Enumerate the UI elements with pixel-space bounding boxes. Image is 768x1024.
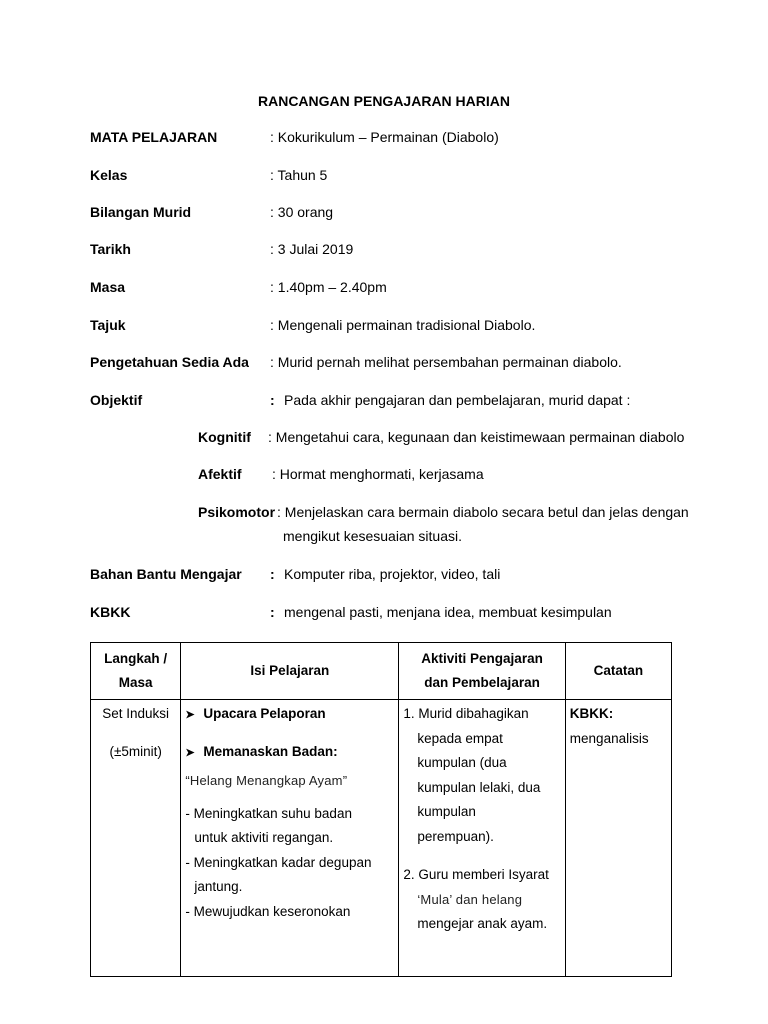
header-aktiviti-line1: Aktiviti Pengajaran: [421, 651, 543, 666]
field-label-objektif: Objektif: [90, 392, 143, 408]
langkah-text: Set Induksi: [102, 706, 170, 721]
isi-bullet2-line1: - Meningkatkan kadar degupan: [185, 854, 372, 870]
field-label-pengetahuan: Pengetahuan Sedia Ada: [90, 354, 249, 370]
field-label-kelas: Kelas: [90, 167, 128, 183]
catatan-label: KBKK:: [569, 706, 614, 721]
header-aktiviti: [399, 643, 565, 700]
field-colon-bahan: :: [270, 566, 275, 582]
objective-value-kognitif: : Mengetahui cara, kegunaan dan keistimewaan permainan diabolo: [268, 429, 685, 445]
field-label-mata-pelajaran: MATA PELAJARAN: [90, 129, 218, 145]
isi-item-memanaskan: [185, 740, 394, 766]
page-title: RANCANGAN PENGAJARAN HARIAN: [257, 93, 510, 109]
arrow-bullet-icon: ➤: [185, 746, 195, 759]
cell-aktiviti: [399, 700, 565, 977]
arrow-bullet-icon: ➤: [185, 709, 195, 721]
header-isi-pelajaran: Isi Pelajaran: [181, 643, 399, 700]
objective-label-psikomotor: Psikomotor: [198, 504, 276, 520]
aktiviti-2-line2: ‘Mula’ dan helang: [417, 891, 523, 907]
aktiviti-2-line3: mengejar anak ayam.: [417, 916, 548, 931]
aktiviti-2-line1: 2. Guru memberi Isyarat: [403, 867, 549, 882]
field-label-masa: Masa: [90, 279, 126, 295]
field-value-masa: : 1.40pm – 2.40pm: [270, 279, 387, 295]
field-label-kbkk: KBKK: [90, 604, 131, 620]
isi-item-upacara-text: Upacara Pelaporan: [203, 706, 326, 721]
cell-catatan: [565, 700, 671, 977]
field-value-kbkk: mengenal pasti, menjana idea, membuat kesimpulan: [284, 604, 612, 620]
isi-bullet2-line2: jantung.: [194, 879, 243, 894]
cell-isi-pelajaran: [181, 700, 399, 977]
header-aktiviti-line2: dan Pembelajaran: [424, 675, 540, 690]
isi-item-memanaskan-text: Memanaskan Badan:: [203, 743, 338, 759]
header-catatan: Catatan: [565, 643, 671, 700]
field-value-pengetahuan: : Murid pernah melihat persembahan permainan diabolo.: [270, 354, 622, 370]
field-colon-kbkk: :: [270, 604, 275, 620]
field-value-tajuk: : Mengenali permainan tradisional Diabolo.: [270, 317, 536, 333]
cell-langkah: [91, 700, 181, 977]
objective-value-psikomotor-line1: : Menjelaskan cara bermain diabolo secara betul dan jelas dengan: [277, 504, 689, 520]
aktiviti-1-line6: perempuan).: [417, 828, 494, 844]
isi-bullet3-line1: - Mewujudkan keseronokan: [185, 903, 351, 919]
aktiviti-1-line3: kumpulan (dua: [417, 755, 507, 770]
aktiviti-1-line5: kumpulan: [417, 804, 476, 819]
field-value-bilangan-murid: : 30 orang: [270, 204, 334, 220]
field-label-bahan: Bahan Bantu Mengajar: [90, 566, 242, 582]
field-label-tajuk: Tajuk: [90, 317, 126, 333]
isi-item-upacara: [185, 702, 394, 728]
objective-value-psikomotor-line2: mengikut kesesuaian situasi.: [283, 528, 462, 544]
header-langkah: Langkah /: [104, 651, 168, 666]
field-value-mata-pelajaran: : Kokurikulum – Permainan (Diabolo): [270, 129, 499, 145]
header-masa: Masa: [118, 675, 153, 690]
field-value-bahan: Komputer riba, projektor, video, tali: [284, 566, 501, 582]
field-label-bilangan-murid: Bilangan Murid: [90, 204, 192, 220]
catatan-value: menganalisis: [569, 730, 649, 746]
table-header-row: [91, 643, 672, 700]
table-row: [91, 700, 672, 977]
field-value-objektif: Pada akhir pengajaran dan pembelajaran, murid dapat :: [284, 392, 631, 408]
field-label-tarikh: Tarikh: [90, 241, 131, 257]
field-value-tarikh: : 3 Julai 2019: [270, 241, 354, 257]
objective-value-afektif: : Hormat menghormati, kerjasama: [272, 466, 484, 482]
isi-bullet1-line1: - Meningkatkan suhu badan: [185, 805, 352, 821]
masa-text: (±5minit): [109, 743, 162, 759]
aktiviti-1-line1: 1. Murid dibahagikan: [403, 706, 529, 721]
objective-label-kognitif: Kognitif: [198, 429, 251, 445]
field-colon-objektif: :: [270, 392, 275, 408]
objective-label-afektif: Afektif: [198, 466, 242, 482]
field-value-kelas: : Tahun 5: [270, 167, 328, 183]
aktiviti-1-line2: kepada empat: [417, 730, 503, 746]
aktiviti-1-line4: kumpulan lelaki, dua: [417, 779, 541, 795]
isi-quote: “Helang Menangkap Ayam”: [185, 773, 348, 788]
isi-bullet1-line2: untuk aktiviti regangan.: [194, 830, 334, 845]
lesson-plan-table: [90, 642, 672, 977]
header-langkah-masa: [91, 643, 181, 700]
